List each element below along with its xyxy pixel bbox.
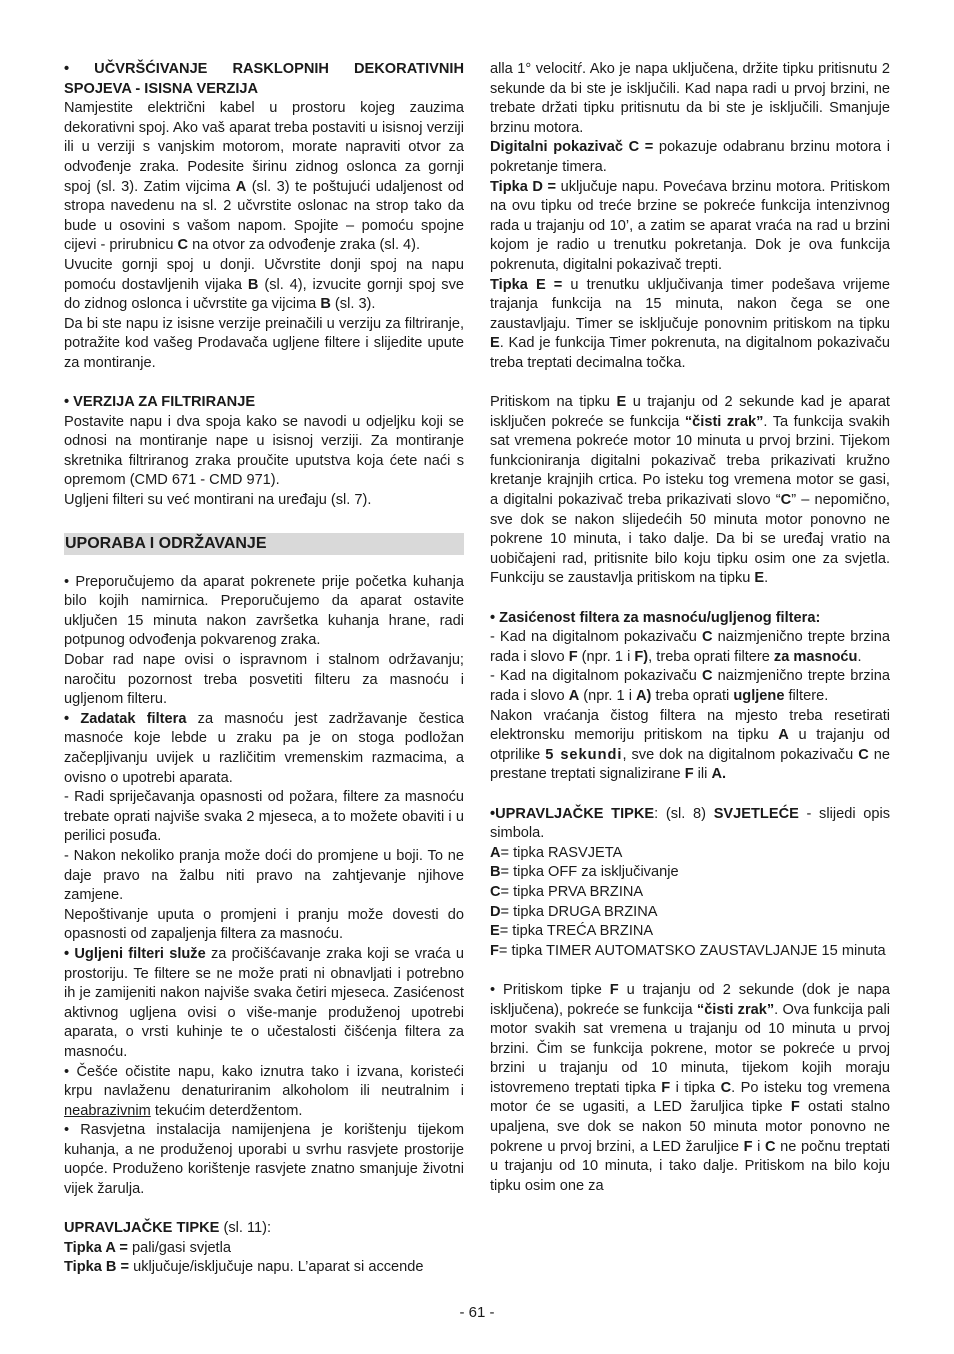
list-item: C= tipka PRVA BRZINA [490, 883, 644, 900]
paragraph: Namjestite električni kabel u prostoru kojeg zauzima dekorativni spoj. Ako vaš aparat treba postaviti u isisnoj verziji ili u verziji s vanjskim motorom, morate napraviti otvor za odvođenje zraka. Podesite širinu zidnog oslonca za gornji spoj (sl. 3). Zatim vijcima A (sl. 3) te poštujući udaljenost od stropa navedenu na sl. 2 učvrstite oslonac na strop tako da bude u osovini s vašom napom. Spojite – pomoću spojne cijevi - prirubnicu C na otvor za odvođenje zraka (sl. 4). [64, 100, 465, 254]
list-item: E= tipka TREĆA BRZINA [490, 923, 654, 940]
list-item: D= tipka DRUGA BRZINA [490, 903, 658, 920]
paragraph: Dobar rad nape ovisi o ispravnom i stalnom održavanju; naročitu pozornost treba posvetiti filteru za masnoću i ugljenom filteru. [64, 652, 464, 708]
paragraph: Postavite napu i dva spoja kako se navodi u odjeljku koji se odnosi na montiranje nape u isisnoj verziji. Za montiranje skretnika filtriranog zraka proučite uputstva koja ćete naći s opremom (CMD 671 - CMD 971). [64, 413, 464, 489]
lit-keys-title: •UPRAVLJAČKE TIPKE: (sl. 8) SVJETLEĆE - slijedi opis simbola. [490, 805, 891, 842]
section-title-fixing: • UČVRŠĆIVANJE RASKLOPNIH DEKORATIVNIH SPOJEVA - ISISNA VERZIJA [64, 61, 464, 97]
paragraph: Nakon vraćanja čistog filtera na mjesto treba resetirati elektronsku memoriju pritiskom na tipku A u trajanju od otprilike 5 sekundi, sve dok na digitalnom pokazivaču C ne prestane treptati signalizirane F ili A. [490, 707, 890, 783]
display-c-desc: Digitalni pokazivač C = pokazuje odabranu brzinu motora i pokretanje timera. [490, 139, 890, 175]
paragraph: Da bi ste napu iz isisne verzije preinačili u verziju za filtriranje, potražite kod vašeg Prodavača ugljene filtere i slijedite upute za montiranje. [64, 315, 464, 371]
paragraph: Uvucite gornji spoj u donji. Učvrstite donji spoj na napu pomoću dostavljenih vijaka B (sl. 4), izvucite gornji spoj sve do zidnog oslonca i učvrstite ga vijcima B (sl. 3). [64, 256, 465, 313]
paragraph: - Kad na digitalnom pokazivaču C naizmjenično trepte brzina rada i slovo A (npr. 1 i A) treba oprati ugljene filtere. [490, 668, 891, 704]
paragraph: • Ugljeni filteri služe za pročišćavanje zraka koji se vraća u prostoriju. Te filtere se ne može prati ni obnavljati i potrebno ih je zamijeniti nakon najviše svaka četiri mjeseca. Zasićenost aktivnog ugljena ovisi o više-manje produženoj upotrebi aparata, o vrsti kuhinje te o učestalosti čišćenja filtera za masnoću. [64, 945, 464, 1060]
paragraph: • Zadatak filtera za masnoću jest zadržavanje čestica masnoće koje lebde u zraku pa je on stoga podložan začepljivanju uvijek u različitim vremenskim razmacima, a ovisno o upotrebi aparata. [64, 710, 464, 786]
list-item: A= tipka RASVJETA [490, 844, 623, 861]
paragraph: alla 1° velocitŕ. Ako je napa uključena, držite tipku pritisnutu 2 sekunde da bi ste je isključili. Kad napa radi u prvoj brzini, ne trebate držati tipku pritisnutu da bi ste je isključili. Smanjuje brzinu motora. [490, 61, 890, 136]
list-item: F= tipka TIMER AUTOMATSKO ZAUSTAVLJANJE 15 minuta [490, 942, 886, 959]
paragraph: • Pritiskom tipke F u trajanju od 2 sekunde (dok je napa isključena), pokreće se funkcija “čisti zrak”. Ova funkcija pali motor svakih sat vremena u trajanju od 10 minuta u prvoj brzini. Čim se funkcija pokrene, motor se pokreće u prvoj brzini u trajanju od 10 minuta, tijekom kojih moraju istovremeno treptati tipka F i tipka C. Po isteku tog vremena motor će se ugasiti, a LED žaruljica tipke F ostati stalno upaljena, sve dok se nakon 50 minuta motor ponovno ne pokrene u prvoj brzini, a LED žaruljice F i C ne počnu treptati u trajanju od 10 minuta, i tako dalje. Pritiskom na bilo koju tipku osim one za [490, 981, 890, 1194]
section-heading-use-maintenance: UPORABA I ODRŽAVANJE [64, 533, 464, 555]
right-column [490, 60, 890, 1196]
key-e-desc: Tipka E = u trenutku uključivanja timer podešava vrijeme trajanja funkcija na 15 minuta, nakon čega se one zaustavljaju. Timer se isključuje ponovnim pritiskom na tipku E. Kad je funkcija Timer pokrenuta, na digitalnom pokazivaču treba treptati decimalna točka. [490, 276, 891, 371]
paragraph: - Radi spriječavanja opasnosti od požara, filtere za masnoću trebate oprati najviše svaka 2 mjeseca, a to možete obaviti i u perilici posuđa. [64, 789, 464, 845]
key-d-desc: Tipka D = uključuje napu. Povećava brzinu motora. Pritiskom na ovu tipku od treće brzine se pokreće funkcija intenzivnog rada u trajanju od 10’, a zatim se aparat vraća na rad u brzini kojom je radio u trenutku pokretanja. Dok je ova funkcija pokrenuta, digitalni pokazivač trepti. [490, 178, 890, 273]
paragraph: • Češće očistite napu, kako iznutra tako i izvana, koristeći krpu navlaženu denaturiranim alkoholom ili neutralnim i neabrazivnim tekućim deterdžentom. [64, 1063, 464, 1119]
key-a-desc: Tipka A = pali/gasi svjetla [64, 1239, 231, 1256]
paragraph: Pritiskom na tipku E u trajanju od 2 sekunde kad je aparat isključen pokreće se funkcija “čisti zrak”. Ta funkcija svakih sat vremena pokreće motor 10 minuta u prvoj brzini. Tijekom funkcioniranja digitalni pokazivač treba prikazivati kružno kretanje krajnjih crtica. Po isteku tog vremena motor se gasi, a digitalni pokazivač treba prikazivati slovo “C” – nepomično, sve dok se nakon slijedećih 50 minuta motor ponovno ne pokrene 10 minuta, i tako dalje. Da bi se uređaj vratio na uobičajeni rad, pritisnite bilo koju tipku osim one za svjetla. Funkciju se zaustavlja pritiskom na tipku E. [490, 394, 890, 587]
paragraph: Ugljeni filteri su već montirani na uređaju (sl. 7). [64, 492, 372, 509]
filter-saturation-title: • Zasićenost filtera za masnoću/ugljenog filtera: [490, 609, 821, 626]
paragraph: Nepoštivanje uputa o promjeni i pranju može dovesti do opasnosti od zapaljenja filtera za masnoću. [64, 906, 464, 943]
key-b-desc: Tipka B = uključuje/isključuje napu. L’aparat si accende [64, 1259, 424, 1276]
paragraph: - Nakon nekoliko pranja može doći do promjene u boji. To ne daje pravo na žalbu niti pravo na zahtjevanje njihove zamjene. [64, 847, 464, 904]
controls-title: UPRAVLJAČKE TIPKE (sl. 11): [64, 1220, 272, 1237]
paragraph: - Kad na digitalnom pokazivaču C naizmjenično trepte brzina rada i slovo F (npr. 1 i F), treba oprati filtere za masnoću. [490, 629, 891, 665]
list-item: B= tipka OFF za isključivanje [490, 864, 679, 881]
paragraph: • Rasvjetna instalacija namijenjena je korištenju tijekom kuhanja, a ne produženoj uporabi u svrhu rasvjete prostorije uopće. Produženo korištenje rasvjete znatno smanjuje životni vijek žarulja. [64, 1122, 464, 1198]
paragraph: • Preporučujemo da aparat pokrenete prije početka kuhanja bilo kojih namirnica. Preporučujemo da aparat ostavite uključen 15 minuta nakon završetka kuhanja hrane, radi potpunog odvođenja pokvarenog zraka. [64, 573, 464, 649]
left-column [64, 60, 464, 1278]
page-number: - 61 - [459, 1304, 495, 1321]
key-list [490, 844, 890, 962]
section-title-filter-version: • VERZIJA ZA FILTRIRANJE [64, 394, 256, 411]
